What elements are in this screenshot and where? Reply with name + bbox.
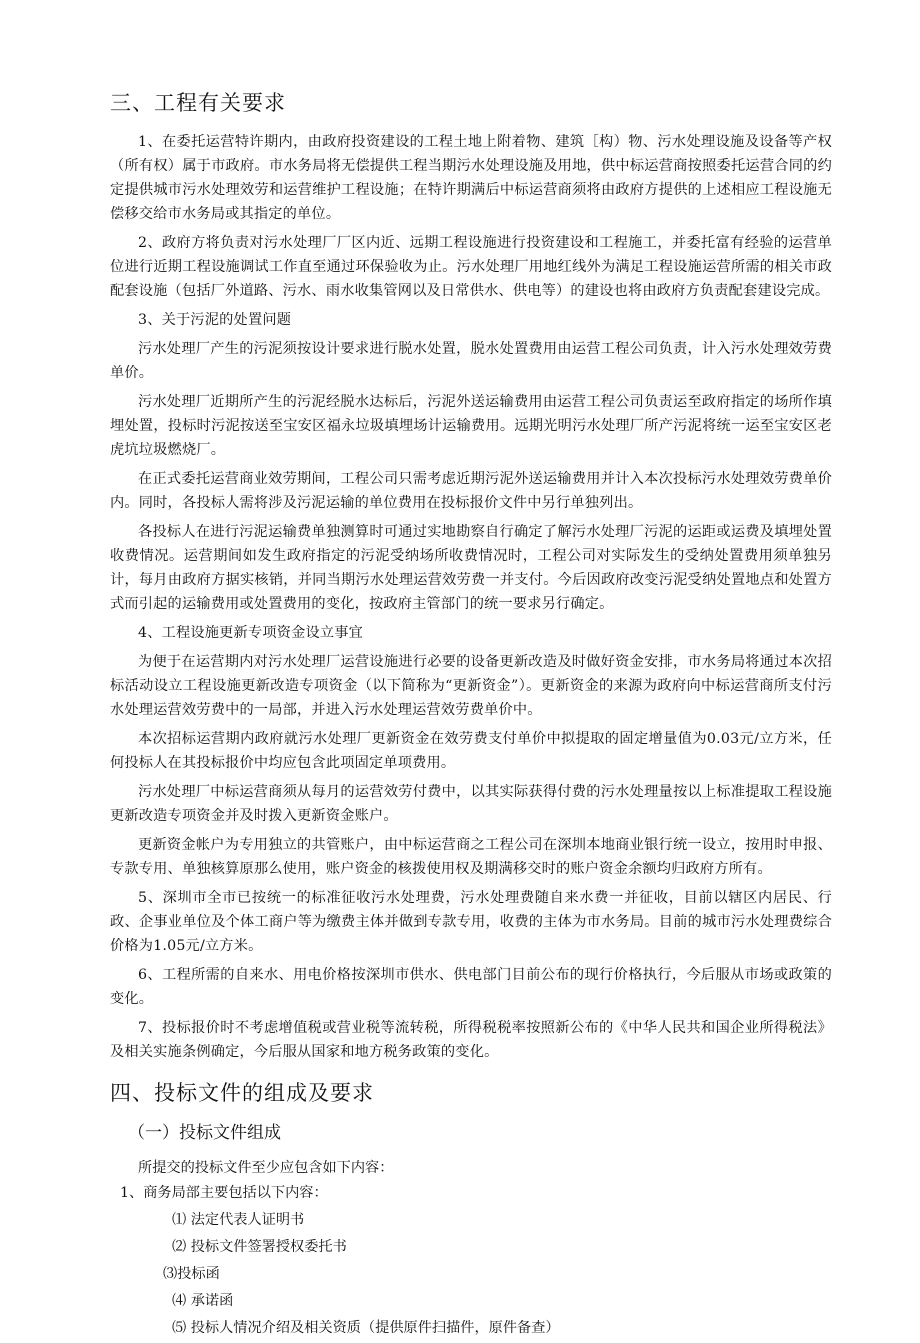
paragraph-4-heading: 4、工程设施更新专项资金设立事宜 (138, 625, 364, 641)
paragraph-4c: 污水处理厂中标运营商须从每月的运营效劳付费中，以其实际获得付费的污水处理量按以上标准提取工程设施更新改造专项资金并及时拨入更新资金账户。 (110, 784, 832, 824)
paragraph-6: 6、工程所需的自来水、用电价格按深圳市供水、供电部门目前公布的现行价格执行，今后服从市场或政策的变化。 (110, 967, 832, 1007)
list-item: ⑶投标函 (163, 1266, 220, 1282)
list-group-label: 1、商务局部主要包括以下内容： (120, 1185, 328, 1201)
paragraph-3d: 各投标人在进行污泥运输费单独测算时可通过实地勘察自行确定了解污水处理厂污泥的运距或运费及填埋处置收费情况。运营期间如发生政府指定的污泥受纳场所收费情况时，工程公司对实际发生的受纳处置费用须单独另计，每月由政府方据实核销，并同当期污水处理运营效劳费一并支付。今后因政府改变污泥受纳处置地点和处置方式而引起的运输费用或处置费用的变化，按政府主管部门的统一要求另行确定。 (110, 524, 832, 612)
paragraph-7: 7、投标报价时不考虑增值税或营业税等流转税，所得税税率按照新公布的《中华人民共和国企业所得税法》及相关实施条例确定，今后服从国家和地方税务政策的变化。 (110, 1020, 832, 1060)
paragraph-2: 2、政府方将负责对污水处理厂厂区内近、远期工程设施进行投资建设和工程施工，并委托富有经验的运营单位进行近期工程设施调试工作直至通过环保验收为止。污水处理厂用地红线外为满足工程设施运营所需的相关市政配套设施（包括厂外道路、污水、雨水收集管网以及日常供水、供电等）的建设也将由政府方负责配套建设完成。 (110, 235, 832, 299)
paragraph-5: 5、深圳市全市已按统一的标准征收污水处理费，污水处理费随自来水费一并征收，目前以辖区内居民、行政、企事业单位及个体工商户等为缴费主体并做到专款专用，收费的主体为市水务局。目前的城市污水处理费综合价格为1.05元/立方米。 (110, 890, 832, 954)
list-item: ⑴ 法定代表人证明书 (172, 1212, 305, 1228)
paragraph-3-heading: 3、关于污泥的处置问题 (138, 312, 292, 328)
paragraph-3a: 污水处理厂产生的污泥须按设计要求进行脱水处置，脱水处置费用由运营工程公司负责，计入污水处理效劳费单价。 (110, 341, 832, 381)
paragraph-3c: 在正式委托运营商业效劳期间，工程公司只需考虑近期污泥外送运输费用并计入本次投标污水处理效劳费单价内。同时，各投标人需将涉及污泥运输的单位费用在投标报价文件中另行单独列出。 (110, 471, 832, 511)
subsection-heading: （一）投标文件组成 (128, 1123, 281, 1143)
list-item: ⑸ 投标人情况介绍及相关资质（提供原件扫描件，原件备查） (172, 1320, 560, 1336)
document-body (110, 88, 832, 1343)
paragraph-1: 1、在委托运营特许期内，由政府投资建设的工程土地上附着物、建筑［构）物、污水处理设施及设备等产权（所有权）属于市政府。市水务局将无偿提供工程当期污水处理设施及用地，供中标运营商按照委托运营合同的约定提供城市污水处理效劳和运营维护工程设施；在特许期满后中标运营商须将由政府方提供的上述相应工程设施无偿移交给市水务局或其指定的单位。 (110, 134, 832, 222)
section-heading-4: 四、投标文件的组成及要求 (110, 1081, 374, 1105)
paragraph-4b: 本次招标运营期内政府就污水处理厂更新资金在效劳费支付单价中拟提取的固定增量值为0.03元/立方米，任何投标人在其投标报价中均应包含此项固定单项费用。 (110, 731, 832, 771)
paragraph-3b: 污水处理厂近期所产生的污泥经脱水达标后，污泥外送运输费用由运营工程公司负责运至政府指定的场所作填埋处置，投标时污泥按送至宝安区福永垃圾填埋场计运输费用。远期光明污水处理厂所产污泥将统一运至宝安区老虎坑垃圾燃烧厂。 (110, 394, 832, 458)
paragraph-4d: 更新资金帐户为专用独立的共管账户，由中标运营商之工程公司在深圳本地商业银行统一设立，按用时申报、专款专用、单独核算原那么使用，账户资金的核拨使用权及期满移交时的账户资金余额均归政府方所有。 (110, 837, 832, 877)
list-item: ⑷ 承诺函 (172, 1293, 234, 1309)
paragraph-4a: 为便于在运营期内对污水处理厂运营设施进行必要的设备更新改造及时做好资金安排，市水务局将通过本次招标活动设立工程设施更新改造专项资金（以下简称为“更新资金”）。更新资金的来源为政府向中标运营商所支付污水处理运营效劳费中的一局部，并进入污水处理运营效劳费单价中。 (110, 654, 832, 718)
section-heading-3: 三、工程有关要求 (110, 91, 286, 115)
contents-list (110, 1156, 832, 1340)
list-item: ⑵ 投标文件签署授权委托书 (172, 1239, 347, 1255)
list-lead: 所提交的投标文件至少应包含如下内容： (138, 1160, 394, 1176)
